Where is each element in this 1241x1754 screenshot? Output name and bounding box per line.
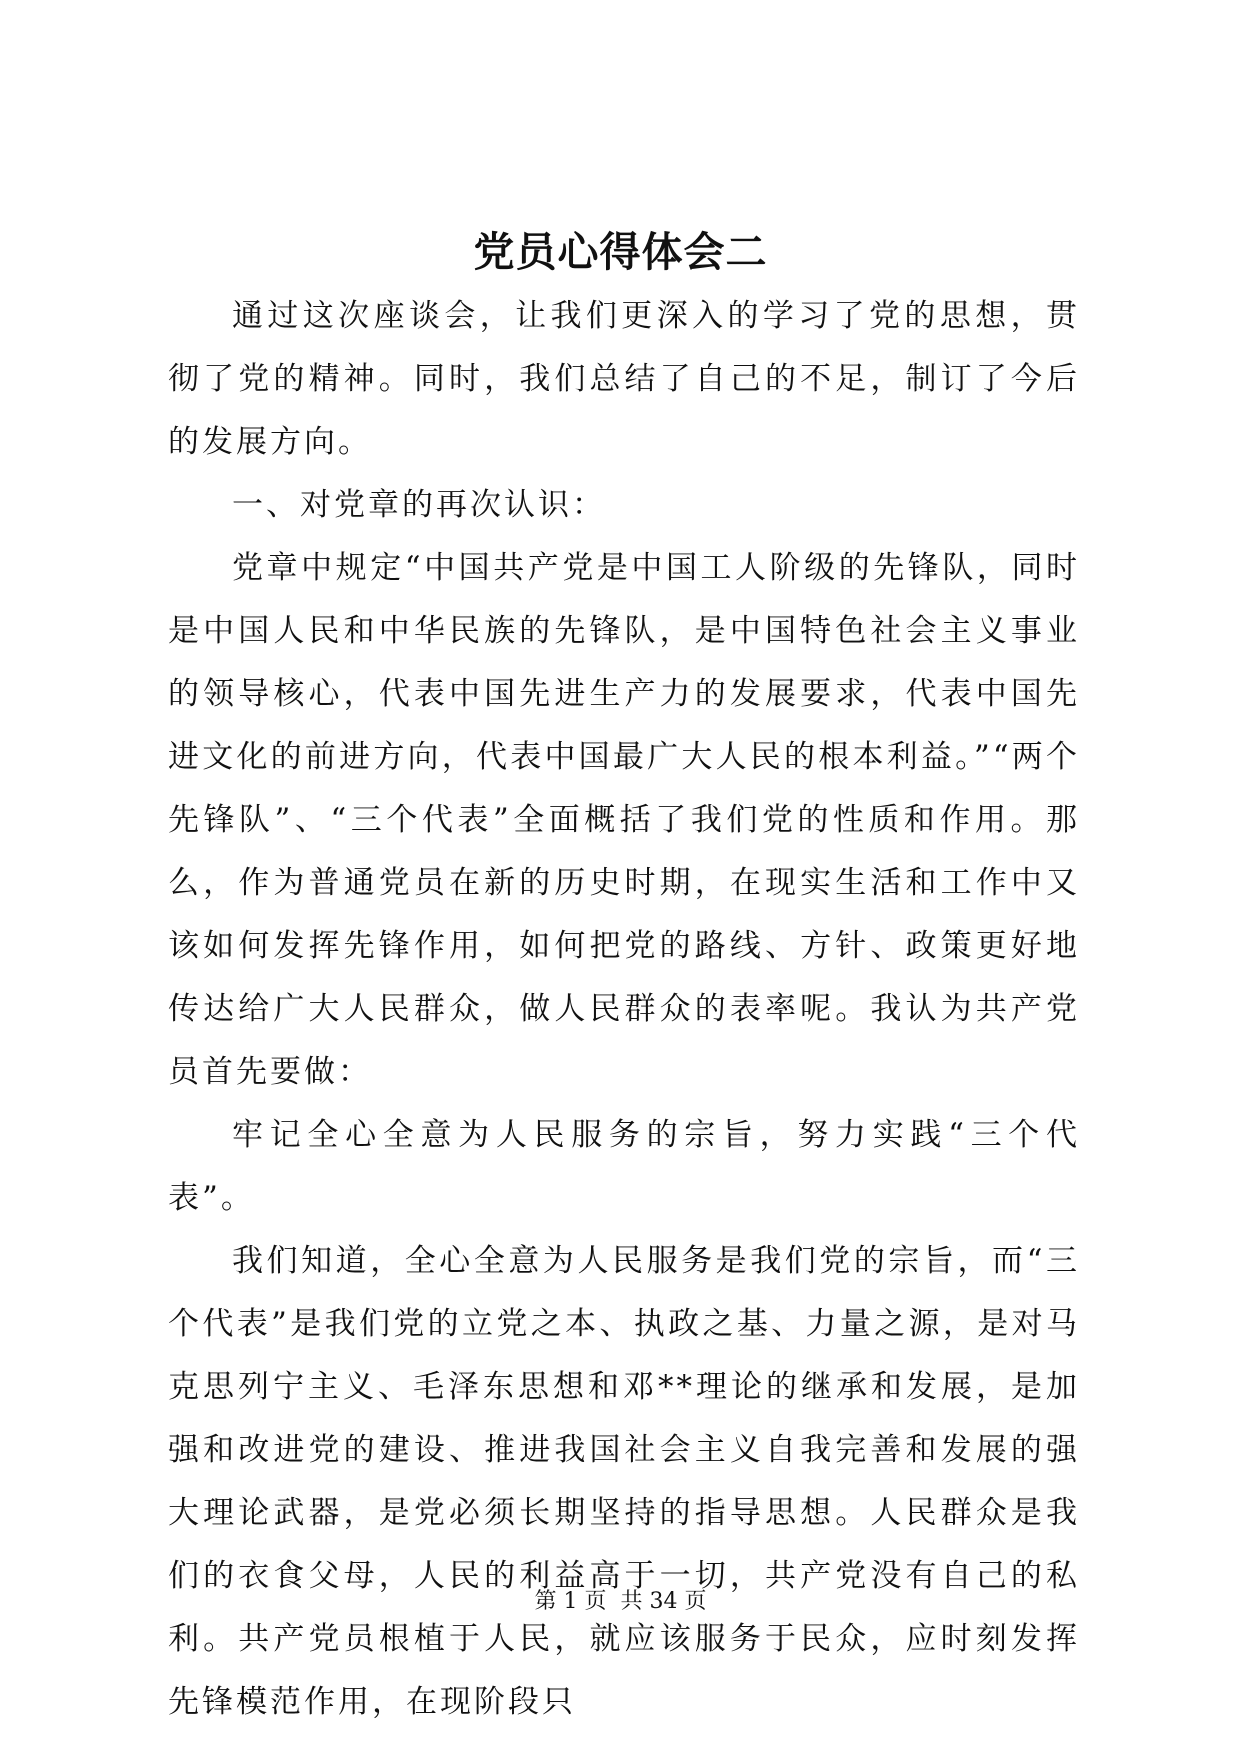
page-number: 第 1 页: [534, 1589, 607, 1614]
page-total: 共 34 页: [620, 1589, 707, 1614]
document-body: [168, 285, 1080, 1734]
paragraph-intro: 通过这次座谈会，让我们更深入的学习了党的思想，贯彻了党的精神。同时，我们总结了自己的不足，制订了今后的发展方向。: [168, 298, 1080, 460]
paragraph-party-constitution: 党章中规定“中国共产党是中国工人阶级的先锋队，同时是中国人民和中华民族的先锋队，是中国特色社会主义事业的领导核心，代表中国先进生产力的发展要求，代表中国先进文化的前进方向，代表中国最广大人民的根本利益。”“两个先锋队”、“三个代表”全面概括了我们党的性质和作用。那么，作为普通党员在新的历史时期，在现实生活和工作中又该如何发挥先锋作用，如何把党的路线、方针、政策更好地传达给广大人民群众，做人民群众的表率呢。我认为共产党员首先要做：: [168, 550, 1080, 1090]
document-title: 党员心得体会二: [473, 228, 768, 276]
paragraph-serve-people: 牢记全心全意为人民服务的宗旨，努力实践“三个代表”。: [168, 1117, 1080, 1216]
paragraph-three-represents: 我们知道，全心全意为人民服务是我们党的宗旨，而“三个代表”是我们党的立党之本、执政之基、力量之源，是对马克思列宁主义、毛泽东思想和邓**理论的继承和发展，是加强和改进党的建设、推进我国社会主义自我完善和发展的强大理论武器，是党必须长期坚持的指导思想。人民群众是我们的衣食父母，人民的利益高于一切，共产党没有自己的私利。共产党员根植于人民，就应该服务于民众，应时刻发挥先锋模范作用，在现阶段只: [168, 1243, 1080, 1720]
page-footer: [0, 1587, 1241, 1617]
section-heading-1: 一、对党章的再次认识：: [232, 487, 606, 523]
